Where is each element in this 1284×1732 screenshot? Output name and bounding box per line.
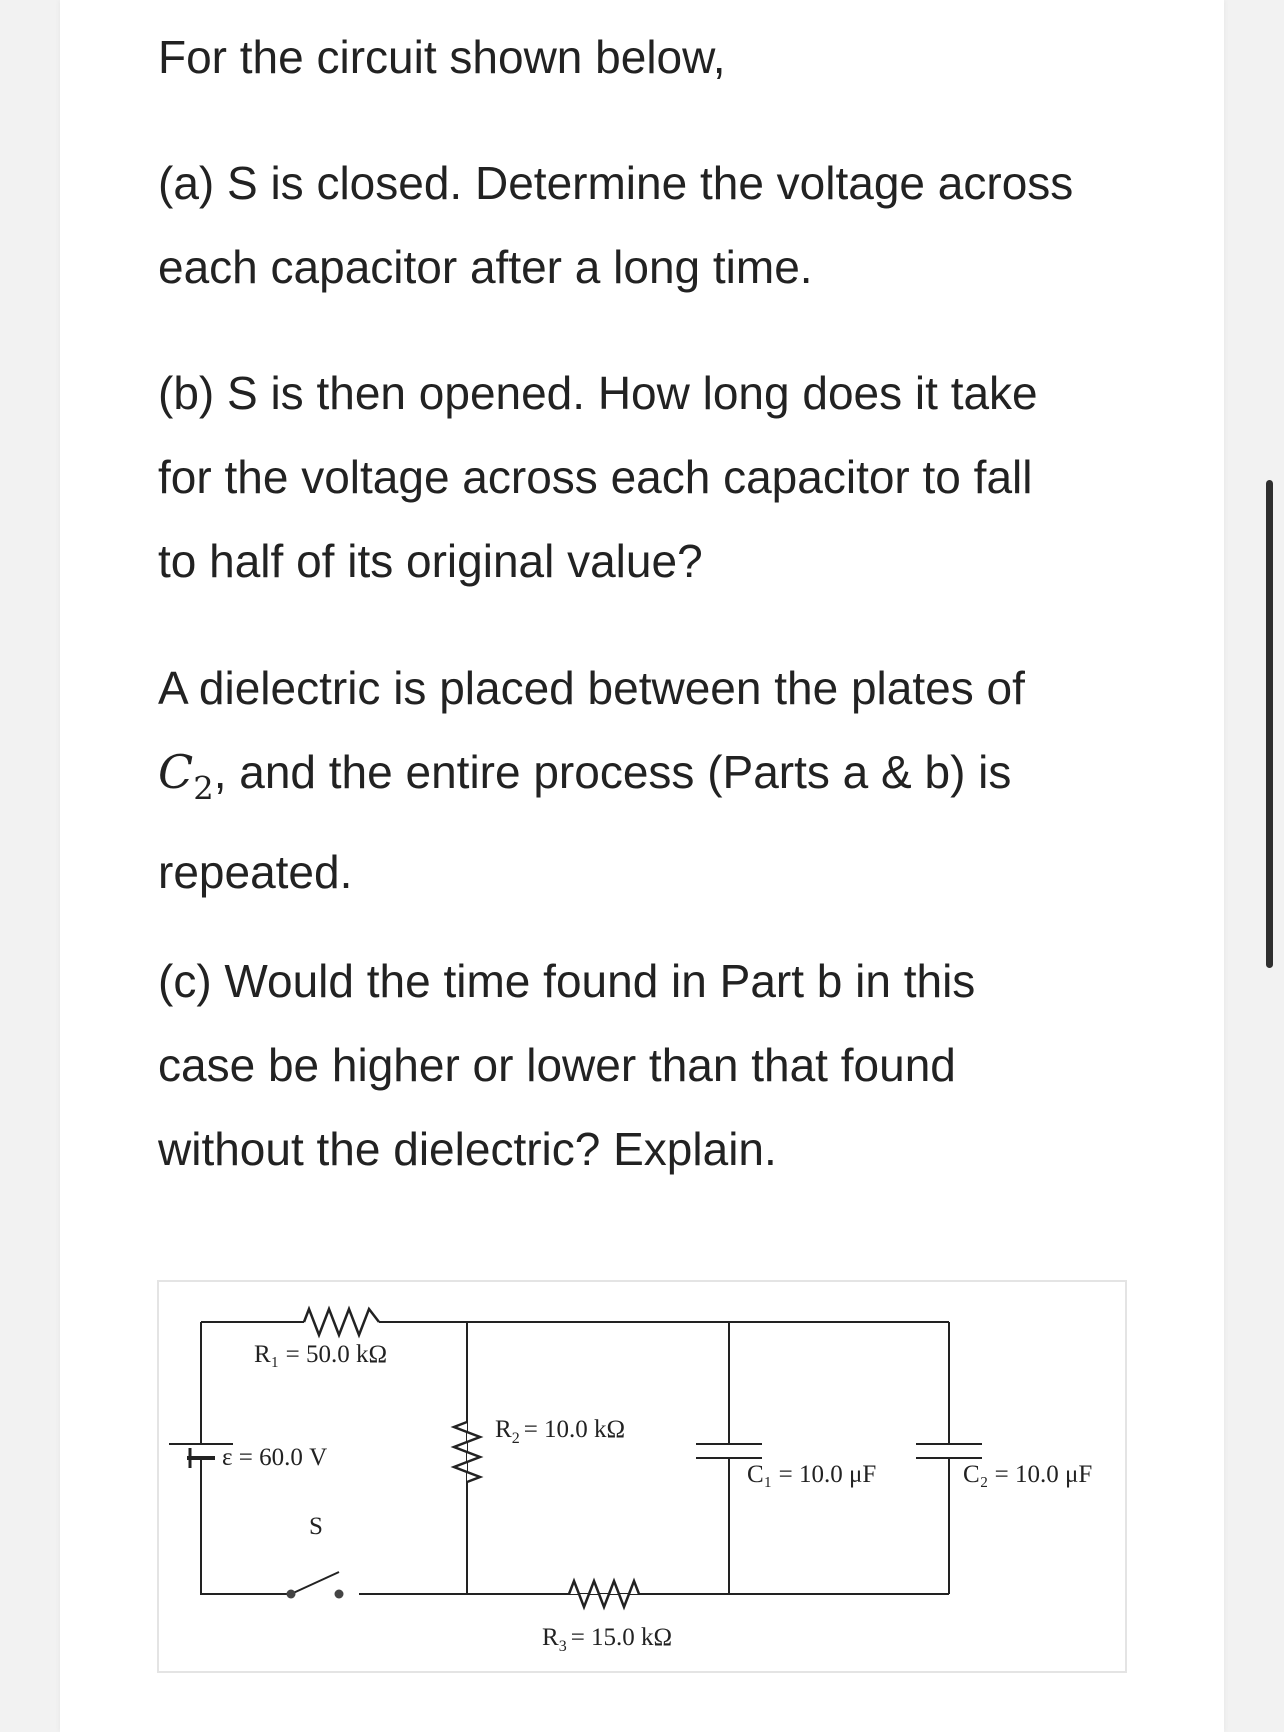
r2-letter: R <box>495 1416 512 1443</box>
resistor-r3-icon <box>569 1581 639 1607</box>
part-c-line-1: (c) Would the time found in Part b in this <box>158 955 976 1007</box>
circuit-svg <box>159 1282 1129 1675</box>
dielectric-line-2 <box>158 730 1138 830</box>
part-c-line-2: case be higher or lower than that found <box>158 1039 956 1091</box>
switch-label: S <box>309 1513 323 1540</box>
r2-subscript: 2 <box>511 1430 520 1447</box>
r3-label <box>542 1624 672 1655</box>
part-b-line-2: for the voltage across each capacitor to fall <box>158 451 1033 503</box>
dielectric-statement <box>158 646 1138 914</box>
capacitor-c2-icon <box>916 1444 982 1458</box>
c2-math-symbol <box>158 745 214 808</box>
r3-letter: R <box>542 1624 559 1651</box>
part-c-question <box>158 939 1138 1191</box>
dielectric-line-3: repeated. <box>158 846 353 899</box>
emf-label: ε = 60.0 V <box>222 1444 328 1471</box>
c2-letter: C <box>158 745 194 799</box>
r1-label: R₁ = 50.0 kΩ <box>254 1341 388 1368</box>
part-b-line-3: to half of its original value? <box>158 535 703 587</box>
c1-label: C₁ = 10.0 μF <box>747 1461 877 1488</box>
r2-label <box>495 1416 625 1447</box>
part-b-question <box>158 351 1138 603</box>
c2-subscript: 2 <box>193 769 214 808</box>
scrollbar-thumb[interactable] <box>1266 480 1273 968</box>
part-c-line-3: without the dielectric? Explain. <box>158 1123 777 1175</box>
capacitor-c1-icon <box>696 1444 762 1458</box>
circuit-diagram <box>157 1280 1127 1673</box>
r2-value: = 10.0 kΩ <box>523 1416 626 1443</box>
r3-value: = 15.0 kΩ <box>570 1624 673 1651</box>
part-a-line-2: each capacitor after a long time. <box>158 241 813 293</box>
part-a-question <box>158 141 1138 309</box>
c2-label: C₂ = 10.0 μF <box>963 1461 1093 1488</box>
part-b-line-1: (b) S is then opened. How long does it take <box>158 367 1038 419</box>
resistor-r2-icon <box>454 1422 480 1482</box>
part-a-line-1: (a) S is closed. Determine the voltage across <box>158 157 1074 209</box>
wire-left-lower <box>201 1458 291 1594</box>
switch-icon <box>287 1572 344 1599</box>
intro-text <box>158 15 1138 99</box>
r3-subscript: 3 <box>558 1638 567 1655</box>
dielectric-line-1: A dielectric is placed between the plates of <box>158 662 1025 714</box>
resistor-r1-icon <box>304 1309 379 1335</box>
dielectric-line-2-text: , and the entire process (Parts a & b) is <box>213 746 1012 798</box>
intro-line: For the circuit shown below, <box>158 31 726 83</box>
